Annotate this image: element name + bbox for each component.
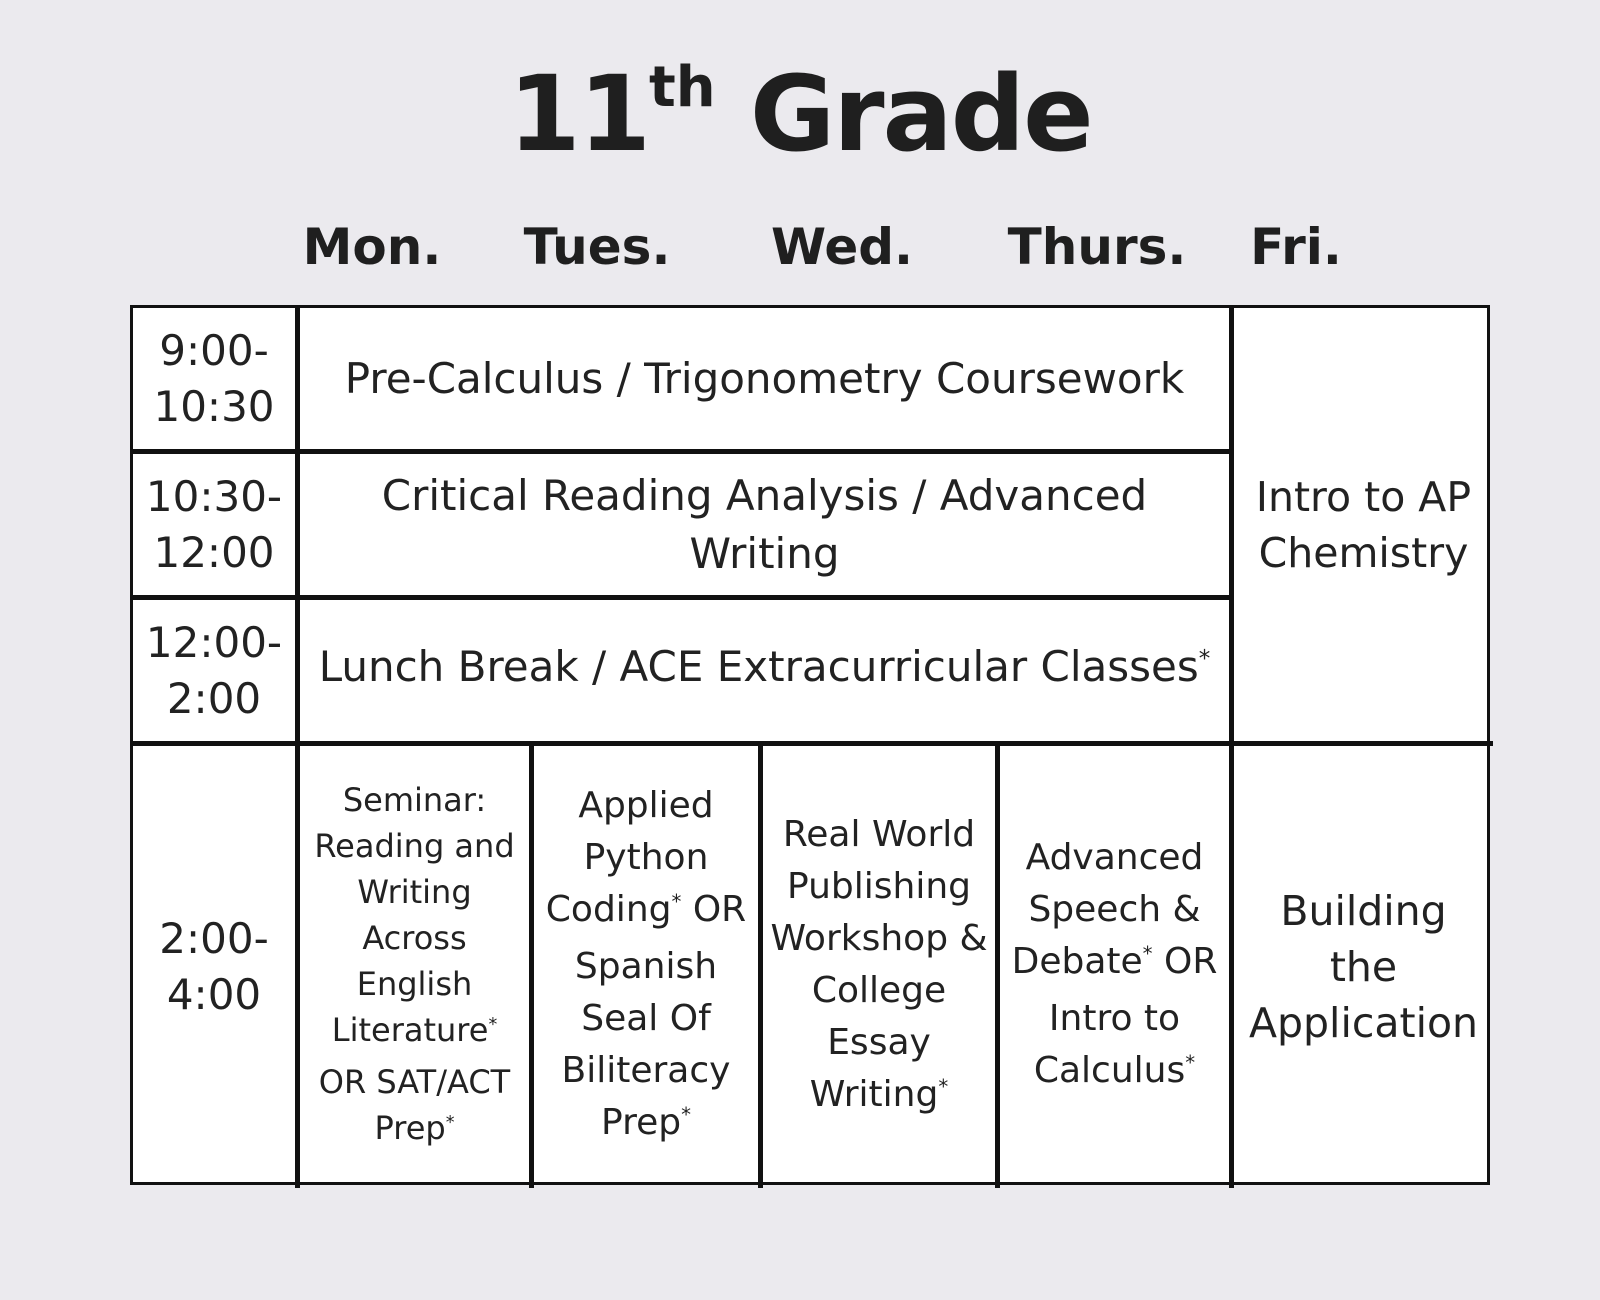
title-superscript: th: [649, 55, 716, 120]
day-header-mon: Mon.: [302, 218, 442, 276]
time-slot-4: 2:00- 4:00: [133, 746, 300, 1188]
friday-afternoon-label: Building the Application: [1248, 887, 1479, 1047]
day-header-thu: Thurs.: [1007, 218, 1187, 276]
friday-morning: [1234, 308, 1493, 746]
afternoon-mon-option-b: OR SAT/ACT Prep: [318, 1063, 511, 1147]
row-reading: [300, 454, 1234, 600]
time-slot-3: 12:00- 2:00: [133, 600, 300, 746]
day-header-tue: Tues.: [523, 218, 671, 276]
time-slot-2: 10:30- 12:00: [133, 454, 300, 600]
day-header-fri: Fri.: [1250, 218, 1342, 276]
friday-afternoon: [1234, 746, 1493, 1188]
afternoon-tue-option-b: OR Spanish Seal Of Biliteracy Prep: [561, 889, 747, 1143]
afternoon-thu-option-a: Advanced Speech & Debate: [1011, 837, 1204, 982]
footnote-mark: *: [445, 1112, 455, 1133]
day-header-wed: Wed.: [770, 218, 914, 276]
row-lunch-label: Lunch Break / ACE Extracurricular Classes: [318, 642, 1199, 691]
footnote-mark: *: [671, 890, 682, 914]
row-lunch: [300, 600, 1234, 746]
footnote-mark: *: [488, 1014, 498, 1035]
row-reading-label: Critical Reading Analysis / Advanced Writing: [381, 470, 1148, 578]
afternoon-tue-option-a: Applied Python Coding: [545, 785, 714, 930]
title-number: 11: [508, 53, 650, 175]
row-math: [300, 308, 1234, 454]
afternoon-tue: [534, 746, 763, 1188]
afternoon-wed: [763, 746, 1000, 1188]
footnote-mark: *: [938, 1074, 949, 1098]
afternoon-wed-option-a: Real World Publishing Workshop & College Essay Writing: [770, 813, 988, 1115]
schedule-table: [130, 305, 1490, 1185]
footnote-mark: *: [1142, 942, 1153, 966]
time-slot-1: 9:00- 10:30: [133, 308, 300, 454]
afternoon-thu: [1000, 746, 1234, 1188]
footnote-mark: *: [681, 1103, 691, 1127]
afternoon-thu-option-b: OR Intro to Calculus: [1033, 941, 1218, 1091]
row-math-label: Pre-Calculus / Trigonometry Coursework: [344, 353, 1185, 403]
friday-morning-label: Intro to AP Chemistry: [1255, 472, 1472, 577]
footnote-mark: *: [1198, 646, 1211, 672]
title-text: Grade: [715, 53, 1092, 175]
afternoon-mon: [300, 746, 534, 1188]
footnote-mark: *: [1185, 1051, 1196, 1075]
page-title: [0, 53, 1600, 175]
afternoon-mon-option-a: Seminar: Reading and Writing Across English Literature: [314, 781, 515, 1049]
